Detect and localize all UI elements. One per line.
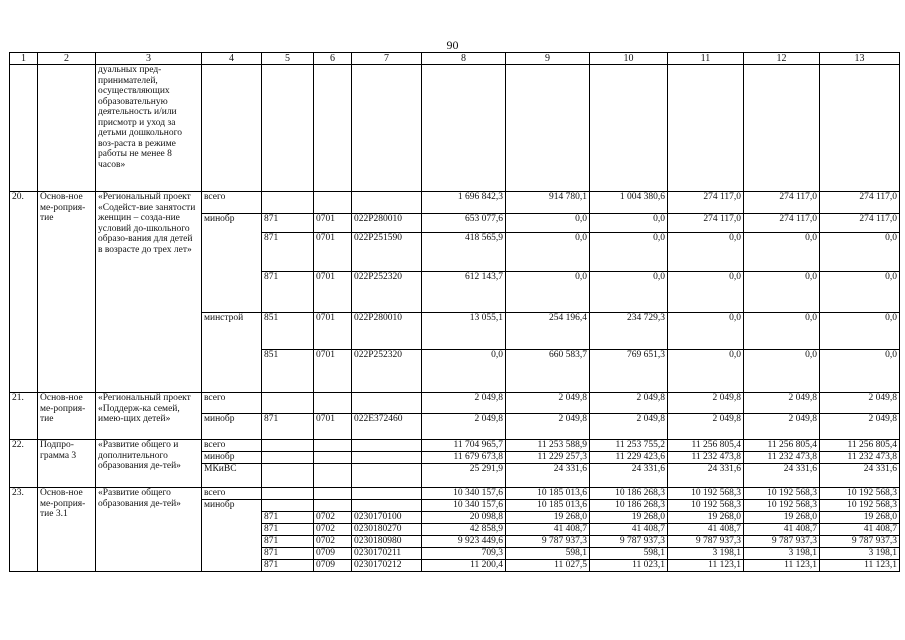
grbs-code: 871 [262, 214, 314, 233]
target-article-code: 022P252320 [352, 350, 422, 393]
target-article-code [352, 440, 422, 452]
amount-cell: 10 192 568,3 [668, 488, 744, 500]
amount-cell: 41 408,7 [820, 524, 900, 536]
amount-cell: 234 729,3 [590, 313, 668, 350]
amount-cell: 24 331,6 [744, 464, 820, 488]
amount-cell: 19 268,0 [820, 512, 900, 524]
target-article-code: 0230170100 [352, 512, 422, 524]
amount-cell: 0,0 [820, 272, 900, 313]
target-article-code [352, 393, 422, 414]
grbs-code: 871 [262, 524, 314, 536]
row-name: «Региональный проект «Поддерж-ка семей, имею-щих детей» [96, 393, 202, 440]
amount-cell: 24 331,6 [590, 464, 668, 488]
row-number: 23. [10, 488, 38, 572]
amount-cell: 769 651,3 [590, 350, 668, 393]
section-code [314, 192, 352, 214]
amount-cell: 1 696 842,3 [422, 192, 506, 214]
row-name: «Региональный проект «Содейст-вие занятости женщин – созда-ние условий до-школьного образо-вания для детей в возрасте до трех лет» [96, 192, 202, 393]
amount-cell: 10 185 013,6 [506, 500, 590, 512]
amount-cell: 9 787 937,3 [820, 536, 900, 548]
grbs-code [262, 65, 314, 192]
executor [202, 65, 262, 192]
amount-cell: 2 049,8 [506, 393, 590, 414]
target-article-code: 022P280010 [352, 214, 422, 233]
amount-cell: 0,0 [744, 272, 820, 313]
column-number: 3 [96, 53, 202, 65]
amount-cell: 13 055,1 [422, 313, 506, 350]
target-article-code [352, 65, 422, 192]
table-row [10, 192, 900, 214]
target-article-code: 0230170212 [352, 560, 422, 572]
grbs-code: 871 [262, 548, 314, 560]
amount-cell: 3 198,1 [744, 548, 820, 560]
table-row [10, 488, 900, 500]
amount-cell [668, 65, 744, 192]
amount-cell: 0,0 [668, 313, 744, 350]
amount-cell: 914 780,1 [506, 192, 590, 214]
target-article-code [352, 500, 422, 512]
amount-cell: 24 331,6 [506, 464, 590, 488]
row-number [10, 65, 38, 192]
amount-cell: 0,0 [820, 233, 900, 272]
amount-cell: 0,0 [668, 350, 744, 393]
column-number: 11 [668, 53, 744, 65]
amount-cell: 11 123,1 [744, 560, 820, 572]
column-number: 1 [10, 53, 38, 65]
row-name: «Развитие общего и дополнительного образования де-тей» [96, 440, 202, 488]
amount-cell: 9 787 937,3 [590, 536, 668, 548]
section-code: 0701 [314, 313, 352, 350]
amount-cell: 10 185 013,6 [506, 488, 590, 500]
amount-cell: 612 143,7 [422, 272, 506, 313]
row-number: 20. [10, 192, 38, 393]
budget-table [9, 52, 900, 572]
section-code [314, 464, 352, 488]
section-code: 0701 [314, 414, 352, 440]
grbs-code: 871 [262, 233, 314, 272]
section-code: 0701 [314, 350, 352, 393]
row-number: 21. [10, 393, 38, 440]
amount-cell: 2 049,8 [422, 393, 506, 414]
column-number: 6 [314, 53, 352, 65]
amount-cell: 10 192 568,3 [668, 500, 744, 512]
amount-cell: 0,0 [668, 272, 744, 313]
amount-cell: 20 098,8 [422, 512, 506, 524]
amount-cell: 10 186 268,3 [590, 488, 668, 500]
amount-cell: 9 923 449,6 [422, 536, 506, 548]
target-article-code [352, 464, 422, 488]
amount-cell: 9 787 937,3 [668, 536, 744, 548]
executor: минстрой [202, 313, 262, 393]
grbs-code: 871 [262, 414, 314, 440]
amount-cell: 2 049,8 [820, 414, 900, 440]
amount-cell: 709,3 [422, 548, 506, 560]
amount-cell: 274 117,0 [820, 192, 900, 214]
target-article-code: 0230180980 [352, 536, 422, 548]
table-row [10, 393, 900, 414]
amount-cell: 11 256 805,4 [820, 440, 900, 452]
table-row [10, 440, 900, 452]
amount-cell: 24 331,6 [668, 464, 744, 488]
grbs-code: 871 [262, 536, 314, 548]
amount-cell: 2 049,8 [744, 393, 820, 414]
amount-cell: 418 565,9 [422, 233, 506, 272]
executor: всего [202, 440, 262, 452]
amount-cell: 19 268,0 [744, 512, 820, 524]
amount-cell: 274 117,0 [744, 192, 820, 214]
amount-cell: 10 192 568,3 [744, 488, 820, 500]
amount-cell: 2 049,8 [668, 414, 744, 440]
grbs-code [262, 452, 314, 464]
amount-cell: 19 268,0 [590, 512, 668, 524]
amount-cell: 0,0 [744, 313, 820, 350]
amount-cell: 274 117,0 [668, 214, 744, 233]
table-row [10, 65, 900, 192]
amount-cell: 2 049,8 [744, 414, 820, 440]
amount-cell: 11 256 805,4 [744, 440, 820, 452]
executor: минобр [202, 500, 262, 572]
amount-cell: 11 704 965,7 [422, 440, 506, 452]
section-code [314, 452, 352, 464]
amount-cell: 0,0 [820, 313, 900, 350]
amount-cell: 2 049,8 [668, 393, 744, 414]
grbs-code [262, 393, 314, 414]
amount-cell: 10 192 568,3 [820, 488, 900, 500]
grbs-code: 871 [262, 272, 314, 313]
executor: всего [202, 192, 262, 214]
amount-cell: 2 049,8 [820, 393, 900, 414]
amount-cell: 10 186 268,3 [590, 500, 668, 512]
amount-cell: 653 077,6 [422, 214, 506, 233]
amount-cell: 0,0 [820, 350, 900, 393]
amount-cell: 10 340 157,6 [422, 500, 506, 512]
amount-cell: 0,0 [590, 214, 668, 233]
amount-cell: 11 253 755,2 [590, 440, 668, 452]
column-number: 5 [262, 53, 314, 65]
amount-cell: 41 408,7 [668, 524, 744, 536]
amount-cell: 9 787 937,3 [506, 536, 590, 548]
amount-cell: 1 004 380,6 [590, 192, 668, 214]
amount-cell: 598,1 [590, 548, 668, 560]
section-code: 0701 [314, 214, 352, 233]
column-number: 12 [744, 53, 820, 65]
amount-cell: 2 049,8 [590, 393, 668, 414]
row-type: Основ-ное ме-роприя-тие [38, 393, 96, 440]
amount-cell: 274 117,0 [668, 192, 744, 214]
section-code [314, 440, 352, 452]
target-article-code: 0230170211 [352, 548, 422, 560]
target-article-code [352, 452, 422, 464]
amount-cell: 11 123,1 [820, 560, 900, 572]
section-code: 0709 [314, 548, 352, 560]
grbs-code [262, 464, 314, 488]
amount-cell: 0,0 [744, 233, 820, 272]
amount-cell: 254 196,4 [506, 313, 590, 350]
amount-cell: 25 291,9 [422, 464, 506, 488]
grbs-code: 851 [262, 350, 314, 393]
amount-cell: 0,0 [506, 214, 590, 233]
row-type: Основ-ное ме-роприя-тие 3.1 [38, 488, 96, 572]
grbs-code [262, 488, 314, 500]
amount-cell: 0,0 [590, 233, 668, 272]
grbs-code: 851 [262, 313, 314, 350]
section-code: 0702 [314, 536, 352, 548]
amount-cell: 11 679 673,8 [422, 452, 506, 464]
amount-cell: 598,1 [506, 548, 590, 560]
amount-cell: 41 408,7 [744, 524, 820, 536]
row-name: дуальных пред-принимателей, осуществляющих образовательную деятельность и/или присмотр и уход за детьми дошкольного воз-раста в режиме работы не менее 8 часов» [96, 65, 202, 192]
amount-cell: 274 117,0 [820, 214, 900, 233]
executor: минобр [202, 214, 262, 313]
amount-cell: 3 198,1 [820, 548, 900, 560]
amount-cell [590, 65, 668, 192]
amount-cell: 274 117,0 [744, 214, 820, 233]
amount-cell: 2 049,8 [590, 414, 668, 440]
amount-cell: 10 192 568,3 [744, 500, 820, 512]
section-code: 0702 [314, 524, 352, 536]
section-code: 0702 [314, 512, 352, 524]
amount-cell: 24 331,6 [820, 464, 900, 488]
amount-cell: 11 253 588,9 [506, 440, 590, 452]
amount-cell [744, 65, 820, 192]
column-number: 9 [506, 53, 590, 65]
amount-cell: 2 049,8 [506, 414, 590, 440]
amount-cell: 0,0 [422, 350, 506, 393]
target-article-code: 022P280010 [352, 313, 422, 350]
column-number: 13 [820, 53, 900, 65]
executor: минобр [202, 414, 262, 440]
amount-cell [422, 65, 506, 192]
amount-cell: 10 192 568,3 [820, 500, 900, 512]
target-article-code [352, 488, 422, 500]
target-article-code: 0230180270 [352, 524, 422, 536]
amount-cell: 0,0 [506, 272, 590, 313]
amount-cell: 11 229 257,3 [506, 452, 590, 464]
column-number-row [10, 53, 900, 65]
target-article-code [352, 192, 422, 214]
amount-cell: 19 268,0 [506, 512, 590, 524]
amount-cell: 11 232 473,8 [744, 452, 820, 464]
amount-cell [820, 65, 900, 192]
executor: всего [202, 393, 262, 414]
executor: МКиВС [202, 464, 262, 488]
row-number: 22. [10, 440, 38, 488]
section-code [314, 500, 352, 512]
amount-cell: 2 049,8 [422, 414, 506, 440]
column-number: 7 [352, 53, 422, 65]
amount-cell: 11 023,1 [590, 560, 668, 572]
grbs-code [262, 500, 314, 512]
target-article-code: 022P251590 [352, 233, 422, 272]
amount-cell: 0,0 [590, 272, 668, 313]
section-code: 0701 [314, 233, 352, 272]
amount-cell: 0,0 [668, 233, 744, 272]
amount-cell: 11 200,4 [422, 560, 506, 572]
amount-cell: 41 408,7 [590, 524, 668, 536]
amount-cell: 41 408,7 [506, 524, 590, 536]
row-name: «Развитие общего образования де-тей» [96, 488, 202, 572]
grbs-code [262, 192, 314, 214]
amount-cell: 0,0 [506, 233, 590, 272]
executor: всего [202, 488, 262, 500]
section-code [314, 65, 352, 192]
column-number: 8 [422, 53, 506, 65]
section-code: 0701 [314, 272, 352, 313]
target-article-code: 022P252320 [352, 272, 422, 313]
amount-cell: 11 232 473,8 [668, 452, 744, 464]
amount-cell: 10 340 157,6 [422, 488, 506, 500]
amount-cell [506, 65, 590, 192]
grbs-code: 871 [262, 560, 314, 572]
amount-cell: 11 229 423,6 [590, 452, 668, 464]
executor: минобр [202, 452, 262, 464]
amount-cell: 3 198,1 [668, 548, 744, 560]
section-code [314, 393, 352, 414]
amount-cell: 0,0 [744, 350, 820, 393]
amount-cell: 660 583,7 [506, 350, 590, 393]
column-number: 4 [202, 53, 262, 65]
amount-cell: 11 123,1 [668, 560, 744, 572]
target-article-code: 022E372460 [352, 414, 422, 440]
amount-cell: 11 232 473,8 [820, 452, 900, 464]
row-type [38, 65, 96, 192]
amount-cell: 11 027,5 [506, 560, 590, 572]
column-number: 2 [38, 53, 96, 65]
amount-cell: 19 268,0 [668, 512, 744, 524]
page-number: 90 [446, 38, 459, 52]
amount-cell: 42 858,9 [422, 524, 506, 536]
section-code: 0709 [314, 560, 352, 572]
section-code [314, 488, 352, 500]
row-type: Подпро-грамма 3 [38, 440, 96, 488]
amount-cell: 9 787 937,3 [744, 536, 820, 548]
column-number: 10 [590, 53, 668, 65]
row-type: Основ-ное ме-роприя-тие [38, 192, 96, 393]
grbs-code [262, 440, 314, 452]
grbs-code: 871 [262, 512, 314, 524]
amount-cell: 11 256 805,4 [668, 440, 744, 452]
